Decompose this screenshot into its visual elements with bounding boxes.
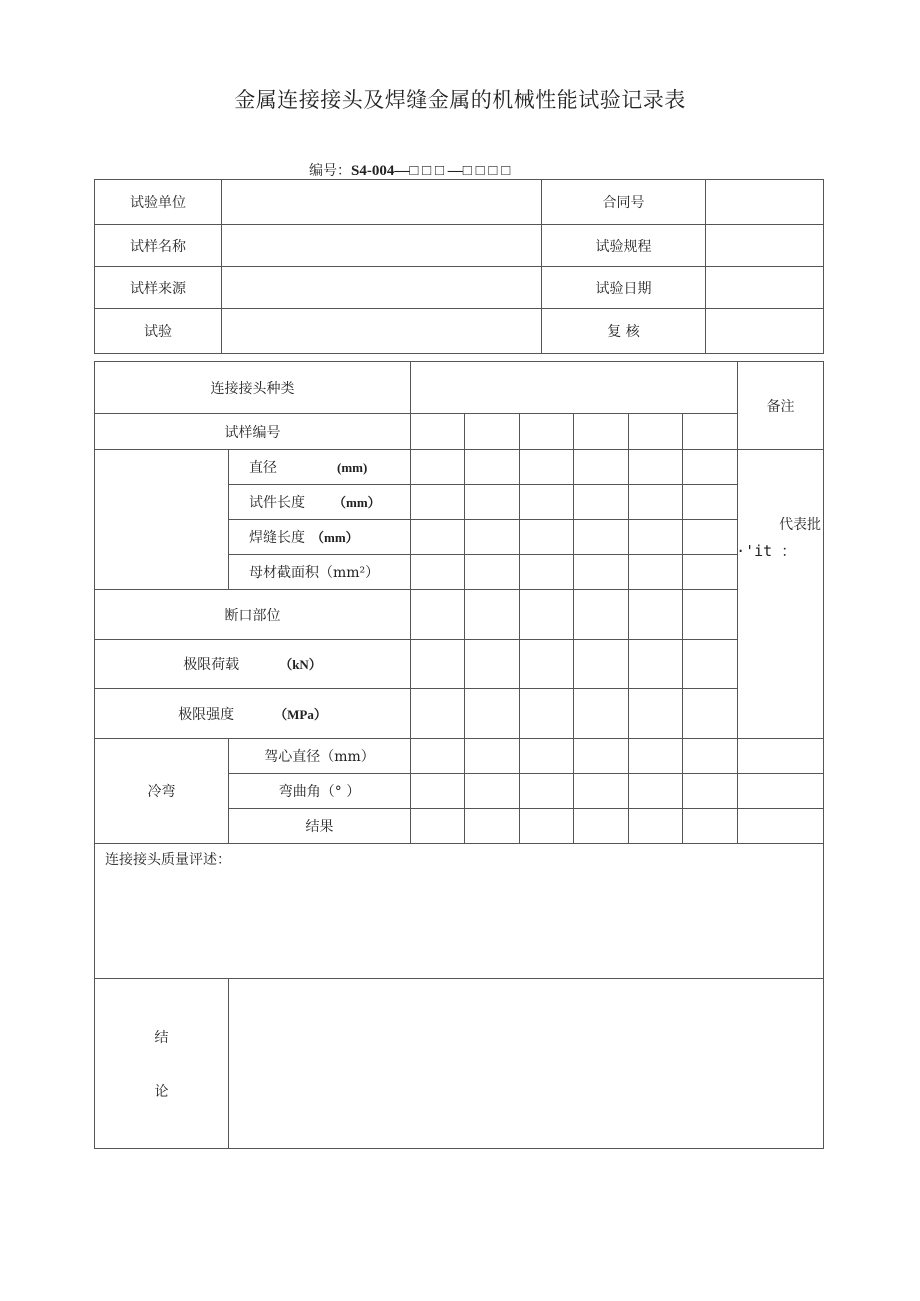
data-cell[interactable] — [574, 640, 629, 689]
data-cell[interactable] — [411, 739, 465, 774]
ultimate-strength-label — [95, 689, 411, 739]
data-cell[interactable] — [520, 485, 574, 520]
result-label: 结果 — [229, 809, 411, 844]
data-cell[interactable] — [520, 640, 574, 689]
conclusion-field[interactable] — [229, 979, 824, 1149]
data-cell[interactable] — [629, 809, 683, 844]
tester-field[interactable] — [222, 309, 542, 354]
fracture-label: 断口部位 — [95, 590, 411, 640]
sample-source-field[interactable] — [222, 267, 542, 309]
tester-label: 试验 — [95, 309, 222, 354]
base-area-label: 母材截面积（mm²） — [229, 555, 411, 590]
sample-source-label: 试样来源 — [95, 267, 222, 309]
data-cell[interactable] — [411, 450, 465, 485]
data-cell[interactable] — [520, 450, 574, 485]
data-cell[interactable] — [465, 774, 520, 809]
data-cell[interactable] — [574, 520, 629, 555]
part-length-unit: （mm） — [333, 495, 381, 510]
data-cell[interactable] — [520, 555, 574, 590]
data-cell[interactable] — [465, 414, 520, 450]
data-cell[interactable] — [520, 774, 574, 809]
representative-batch-text: 代表批 — [779, 517, 822, 533]
data-cell[interactable] — [738, 739, 824, 774]
test-procedure-label: 试验规程 — [542, 225, 706, 267]
test-unit-label: 试验单位 — [95, 180, 222, 225]
ultimate-load-text: 极限荷载 — [183, 657, 240, 673]
remark-label: 备注 — [738, 362, 824, 450]
data-cell[interactable] — [520, 689, 574, 739]
data-cell[interactable] — [520, 590, 574, 640]
quality-evaluation-label: 连接接头质量评述： — [105, 852, 231, 868]
data-cell[interactable] — [411, 555, 465, 590]
data-cell[interactable] — [574, 414, 629, 450]
conclusion-char-1: 结 — [154, 1029, 169, 1046]
ultimate-strength-text: 极限强度 — [178, 706, 235, 723]
data-cell[interactable] — [629, 640, 683, 689]
data-cell[interactable] — [465, 640, 520, 689]
data-cell[interactable] — [520, 739, 574, 774]
data-cell[interactable] — [629, 774, 683, 809]
data-cell[interactable] — [465, 520, 520, 555]
data-cell[interactable] — [683, 774, 738, 809]
data-cell[interactable] — [683, 739, 738, 774]
sample-name-field[interactable] — [222, 225, 542, 267]
data-cell[interactable] — [629, 520, 683, 555]
data-cell[interactable] — [683, 520, 738, 555]
quality-evaluation-field[interactable] — [95, 844, 824, 979]
data-cell[interactable] — [411, 590, 465, 640]
header-info-table — [94, 179, 824, 354]
mandrel-diameter-label: 驾心直径（mm） — [229, 739, 411, 774]
representative-note-text: ·'it ： — [736, 542, 797, 560]
data-cell[interactable] — [629, 450, 683, 485]
data-cell[interactable] — [629, 590, 683, 640]
test-date-field[interactable] — [706, 267, 824, 309]
weld-length-text: 焊缝长度 — [249, 530, 305, 546]
dimension-group-cell — [95, 450, 229, 590]
test-date-label: 试验日期 — [542, 267, 706, 309]
data-cell[interactable] — [465, 485, 520, 520]
joint-type-field[interactable] — [411, 362, 738, 414]
ultimate-load-unit: （kN） — [279, 657, 322, 672]
data-cell[interactable] — [411, 809, 465, 844]
data-cell[interactable] — [683, 809, 738, 844]
data-cell[interactable] — [574, 590, 629, 640]
data-cell[interactable] — [683, 689, 738, 739]
data-cell[interactable] — [629, 689, 683, 739]
weld-length-label — [229, 520, 411, 555]
data-cell[interactable] — [411, 689, 465, 739]
data-cell[interactable] — [411, 774, 465, 809]
data-cell[interactable] — [520, 414, 574, 450]
data-cell[interactable] — [465, 739, 520, 774]
part-length-text: 试件长度 — [249, 495, 305, 511]
data-cell[interactable] — [465, 689, 520, 739]
contract-no-field[interactable] — [706, 180, 824, 225]
serial-label: 编号： — [309, 163, 351, 179]
data-cell[interactable] — [574, 485, 629, 520]
serial-number — [309, 160, 510, 180]
diameter-text: 直径 — [249, 460, 277, 476]
data-cell[interactable] — [411, 520, 465, 555]
data-cell[interactable] — [629, 414, 683, 450]
data-cell[interactable] — [629, 555, 683, 590]
remark-field[interactable] — [738, 450, 824, 739]
test-procedure-field[interactable] — [706, 225, 824, 267]
data-cell[interactable] — [465, 809, 520, 844]
test-unit-field[interactable] — [222, 180, 542, 225]
weld-length-unit: （mm） — [311, 530, 359, 545]
ultimate-load-label — [95, 640, 411, 689]
data-cell[interactable] — [465, 555, 520, 590]
diameter-label — [229, 450, 411, 485]
data-cell[interactable] — [411, 640, 465, 689]
data-cell[interactable] — [574, 809, 629, 844]
ultimate-strength-unit: （MPa） — [274, 706, 327, 722]
data-cell[interactable] — [520, 809, 574, 844]
data-cell[interactable] — [683, 555, 738, 590]
conclusion-char-2: 论 — [154, 1083, 169, 1100]
data-cell[interactable] — [629, 485, 683, 520]
data-cell[interactable] — [738, 774, 824, 809]
part-length-label — [229, 485, 411, 520]
sample-no-label: 试样编号 — [95, 414, 411, 450]
joint-type-label: 连接接头种类 — [95, 362, 411, 414]
data-cell[interactable] — [574, 555, 629, 590]
data-cell[interactable] — [683, 414, 738, 450]
page-title: 金属连接接头及焊缝金属的机械性能试验记录表 — [234, 88, 686, 112]
data-cell[interactable] — [738, 809, 824, 844]
data-cell[interactable] — [520, 520, 574, 555]
reviewer-label: 复 核 — [542, 309, 706, 354]
conclusion-label — [95, 979, 229, 1149]
data-cell[interactable] — [574, 739, 629, 774]
data-cell[interactable] — [465, 590, 520, 640]
bend-angle-label: 弯曲角（° ） — [229, 774, 411, 809]
data-cell[interactable] — [683, 590, 738, 640]
data-cell[interactable] — [683, 485, 738, 520]
data-cell[interactable] — [574, 689, 629, 739]
main-test-table — [94, 361, 824, 1149]
data-cell[interactable] — [411, 485, 465, 520]
data-cell[interactable] — [683, 640, 738, 689]
data-cell[interactable] — [574, 774, 629, 809]
data-cell[interactable] — [574, 450, 629, 485]
reviewer-field[interactable] — [706, 309, 824, 354]
contract-no-label: 合同号 — [542, 180, 706, 225]
data-cell[interactable] — [465, 450, 520, 485]
cold-bend-label: 冷弯 — [95, 739, 229, 844]
serial-value: S4-004—□ □ □ —□ □ □ □ — [351, 163, 511, 179]
data-cell[interactable] — [629, 739, 683, 774]
sample-name-label: 试样名称 — [95, 225, 222, 267]
data-cell[interactable] — [411, 414, 465, 450]
diameter-unit: (mm) — [337, 460, 368, 475]
data-cell[interactable] — [683, 450, 738, 485]
